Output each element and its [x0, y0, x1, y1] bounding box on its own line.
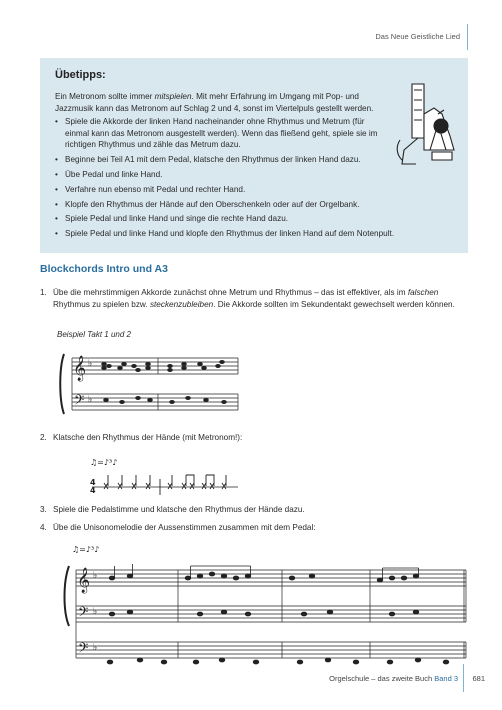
time-signature-top: 4	[90, 478, 96, 487]
footer-book: Orgelschule – das zweite Buch	[329, 674, 435, 683]
example-label: Beispiel Takt 1 und 2	[57, 330, 131, 339]
tips-intro-text: Ein Metronom sollte immer	[55, 92, 155, 101]
tip-item: • Spiele Pedal und linke Hand und klopfe den Rhythmus der linken Hand auf dem Notenpult.	[55, 228, 445, 240]
step-text: Übe die mehrstimmigen Akkorde zunächst ohne Metrum und Rhythmus – das ist effektiver, als im	[53, 288, 408, 297]
svg-text:𝄢: 𝄢	[78, 640, 89, 659]
organ-score	[60, 542, 472, 670]
tip-item: • Beginne bei Teil A1 mit dem Pedal, klatsche den Rhythmus der linken Hand dazu.	[55, 154, 445, 166]
step-text: Rhythmus zu spielen bzw.	[53, 299, 150, 309]
svg-text:♭: ♭	[93, 643, 98, 653]
svg-text:𝄞: 𝄞	[77, 568, 91, 593]
footer-band: Band 3	[434, 674, 458, 683]
metronome-illustration	[394, 80, 460, 166]
tips-intro	[55, 91, 387, 114]
step-text: . Die Akkorde sollten im Sekundentakt gewechselt werden können.	[213, 299, 455, 309]
step-1	[40, 287, 469, 310]
swing-marking: ♫=♪³♪	[90, 458, 118, 467]
step-3	[40, 504, 469, 516]
footer-book-title	[329, 674, 458, 683]
step-number: 4.	[40, 523, 47, 532]
svg-text:𝄞: 𝄞	[73, 356, 87, 381]
tip-item: • Übe Pedal und linke Hand.	[55, 169, 445, 181]
svg-text:♭: ♭	[93, 571, 98, 581]
tips-intro-emphasis: mitspielen	[154, 92, 192, 101]
score-swing-marking: ♫=♪³♪	[72, 545, 100, 554]
footer-rule	[463, 664, 464, 692]
running-head-rule	[467, 24, 468, 50]
step-number: 3.	[40, 505, 47, 514]
step-emphasis: falschen	[407, 288, 439, 297]
svg-text:♭: ♭	[88, 359, 93, 369]
svg-text:𝄢: 𝄢	[74, 392, 85, 411]
page-number: 681	[472, 674, 485, 683]
step-emphasis: steckenzubleiben	[149, 299, 214, 309]
tip-item: • Klopfe den Rhythmus der Hände auf den Oberschenkeln oder auf der Orgelbank.	[55, 199, 445, 211]
step-text: Übe die Unisonomelodie der Aussenstimmen zusammen mit dem Pedal:	[53, 523, 316, 532]
svg-text:𝄢: 𝄢	[78, 604, 89, 623]
svg-text:♭: ♭	[88, 395, 93, 405]
section-heading: Blockchords Intro und A3	[40, 263, 168, 275]
time-signature-bottom: 4	[90, 486, 96, 495]
step-text: Spiele die Pedalstimme und klatsche den Rhythmus der Hände dazu.	[53, 505, 305, 514]
running-head: Das Neue Geistliche Lied	[375, 32, 460, 41]
tips-list	[55, 116, 445, 240]
step-2	[40, 432, 469, 444]
tips-title: Übetipps:	[55, 69, 106, 81]
step-number: 2.	[40, 433, 47, 442]
tip-item: • Verfahre nun ebenso mit Pedal und rechter Hand.	[55, 184, 445, 196]
step-text: Klatsche den Rhythmus der Hände (mit Metronom!):	[53, 433, 243, 442]
step-4	[40, 522, 469, 534]
grand-staff-example	[58, 350, 244, 418]
tips-intro-text-end: . Mit mehr Erfahrung im Umgang mit Pop- und Jazzmusik kann das Metronom auf Schlag 2 und 4, sonst im Viertelpuls gestellt werden.	[55, 92, 374, 113]
svg-text:♭: ♭	[93, 607, 98, 617]
tip-item: • Spiele die Akkorde der linken Hand nacheinander ohne Rhythmus und Metrum (für einmal kann das Metronom ausgestellt werden). Wenn das fließend geht, spiele sie im richtigen Rhythmus und zähle das Metrum dazu.	[55, 116, 387, 151]
tip-item: • Spiele Pedal und linke Hand und singe die rechte Hand dazu.	[55, 213, 445, 225]
step-number: 1.	[40, 288, 47, 297]
rhythm-line	[88, 453, 248, 499]
